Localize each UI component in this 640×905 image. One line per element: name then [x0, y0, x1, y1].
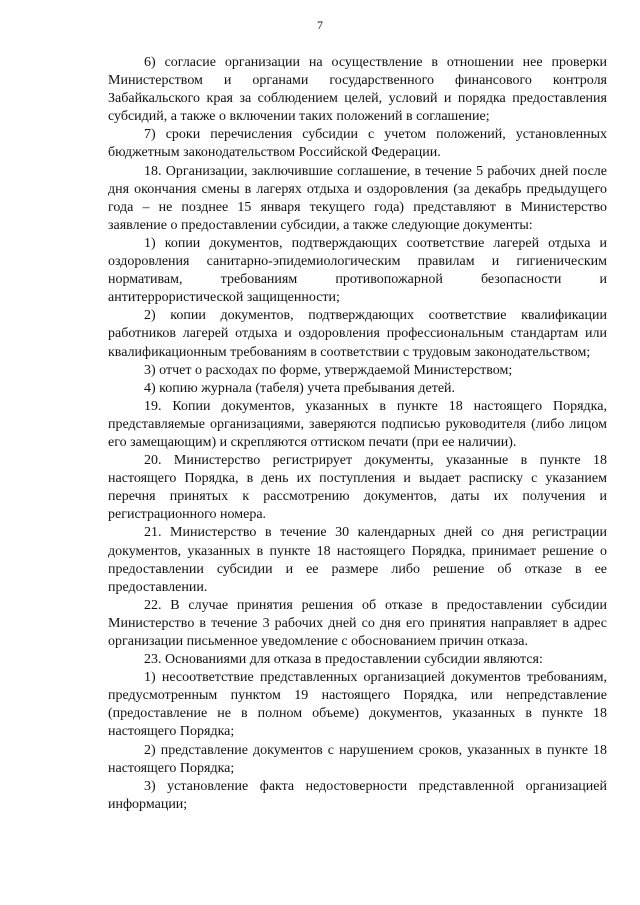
paragraph-18-item-3: 3) отчет о расходах по форме, утверждаемой Министерством;	[144, 362, 513, 378]
paragraph-22: 22. В случае принятия решения об отказе в предоставлении субсидии Министерство в течение 3 рабочих дней со дня его принятия направляет в адрес организации письменное уведомление с обоснованием причин отказа.	[108, 597, 607, 649]
paragraph-20: 20. Министерство регистрирует документы, указанные в пункте 18 настоящего Порядка, в день их поступления и выдает расписку с указанием перечня принятых к рассмотрению документов, даты их получения и регистрационного номера.	[108, 453, 607, 523]
paragraph-23: 23. Основаниями для отказа в предоставлении субсидии являются:	[144, 652, 543, 668]
paragraph-18-item-2: 2) копии документов, подтверждающих соответствие квалификации работников лагерей отдыха и оздоровления профессиональным стандартам или квалификационным требованиям в соответствии с трудовым законодательством;	[108, 308, 607, 360]
document-body	[108, 54, 607, 814]
paragraph-6-consent: 6) согласие организации на осуществление в отношении нее проверки Министерством и органами государственного финансового контроля Забайкальского края за соблюдением целей, условий и порядка предоставления субсидий, а также о включении таких положений в соглашение;	[108, 55, 607, 125]
paragraph-7-terms: 7) сроки перечисления субсидии с учетом положений, установленных бюджетным законодательством Российской Федерации.	[108, 127, 607, 161]
paragraph-19: 19. Копии документов, указанных в пункте 18 настоящего Порядка, представляемые организациями, заверяются подписью руководителя (либо лицом его замещающим) и скрепляются оттиском печати (при ее наличии).	[108, 398, 607, 450]
page-number: 7	[317, 18, 323, 32]
paragraph-18: 18. Организации, заключившие соглашение, в течение 5 рабочих дней после дня окончания смены в лагерях отдыха и оздоровления (за декабрь предыдущего года – не позднее 15 января текущего года) представляют в Министерство заявление о предоставлении субсидии, а также следующие документы:	[108, 163, 607, 233]
paragraph-21: 21. Министерство в течение 30 календарных дней со дня регистрации документов, указанных в пункте 18 настоящего Порядка, принимает решение о предоставлении субсидии и ее размере либо решение об отказе в ее предоставлении.	[108, 525, 607, 595]
paragraph-23-item-3: 3) установление факта недостоверности представленной организацией информации;	[108, 778, 607, 812]
paragraph-18-item-4: 4) копию журнала (табеля) учета пребывания детей.	[144, 380, 456, 396]
paragraph-18-item-1: 1) копии документов, подтверждающих соответствие лагерей отдыха и оздоровления санитарно-эпидемиологическим правилам и гигиеническим нормативам, требованиям противопожарной безопасности и антитеррористической защищенности;	[108, 235, 607, 306]
paragraph-23-item-2: 2) представление документов с нарушением сроков, указанных в пункте 18 настоящего Порядка;	[108, 742, 607, 776]
paragraph-23-item-1: 1) несоответствие представленных организацией документов требованиям, предусмотренным пунктом 19 настоящего Порядка, или непредставление (предоставление не в полном объеме) документов, указанных в пункте 18 настоящего Порядка;	[108, 670, 607, 740]
